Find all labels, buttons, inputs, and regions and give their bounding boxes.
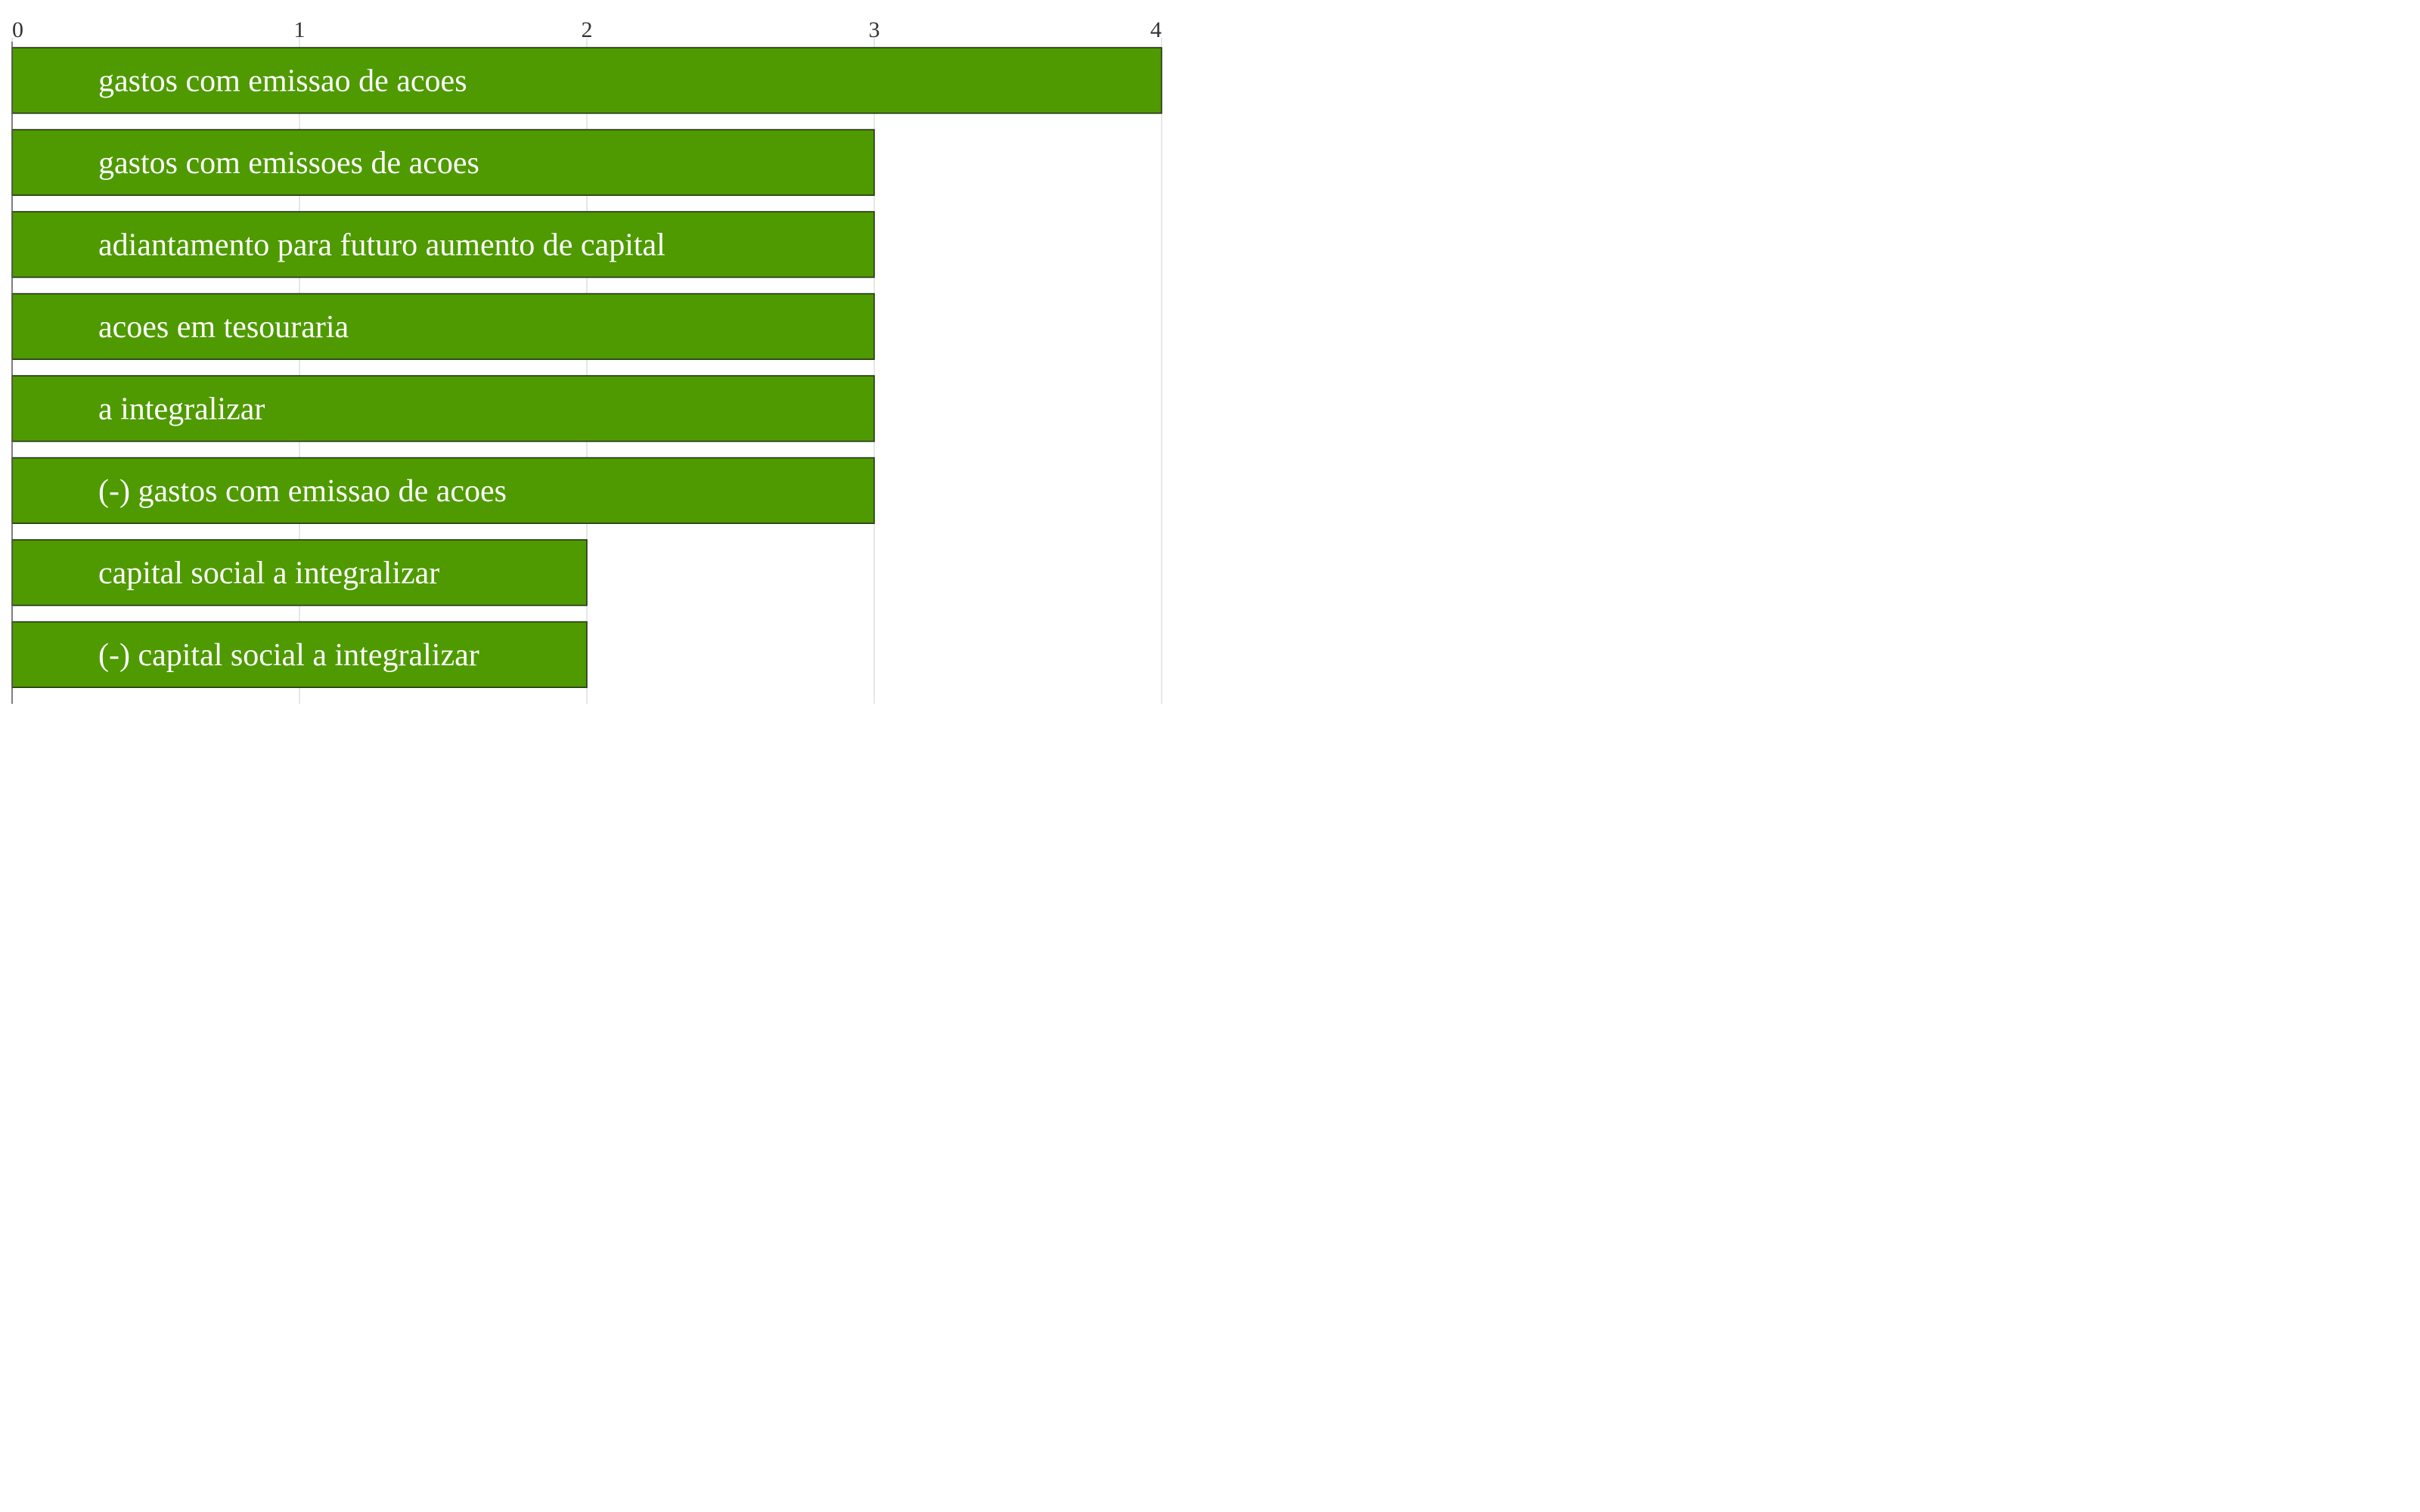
bar-group: [12, 622, 587, 688]
bar-label: (-) gastos com emissao de acoes: [98, 473, 507, 509]
bar-group: [12, 48, 1162, 113]
x-tick-label: 2: [581, 17, 593, 42]
bar-group: [12, 376, 874, 442]
bar-label: gastos com emissoes de acoes: [98, 145, 479, 181]
x-tick-label: 0: [12, 17, 23, 42]
x-tick-label: 3: [868, 17, 880, 42]
bar-label: a integralizar: [98, 392, 265, 427]
bar-label: (-) capital social a integralizar: [98, 637, 479, 673]
bar-label: adiantamento para futuro aumento de capital: [98, 228, 666, 263]
bar-label: acoes em tesouraria: [98, 309, 349, 345]
bar-group: [12, 458, 874, 524]
bar-group: [12, 212, 874, 277]
bar-label: capital social a integralizar: [98, 556, 440, 591]
x-axis-ticks: [12, 17, 1162, 42]
bar-label: gastos com emissao de acoes: [98, 64, 467, 99]
bar-group: [12, 294, 874, 360]
bar-group: [12, 540, 587, 606]
bar-chart: [0, 0, 1186, 730]
bar-group: [12, 130, 874, 196]
x-tick-label: 4: [1150, 17, 1162, 42]
x-tick-label: 1: [293, 17, 306, 42]
